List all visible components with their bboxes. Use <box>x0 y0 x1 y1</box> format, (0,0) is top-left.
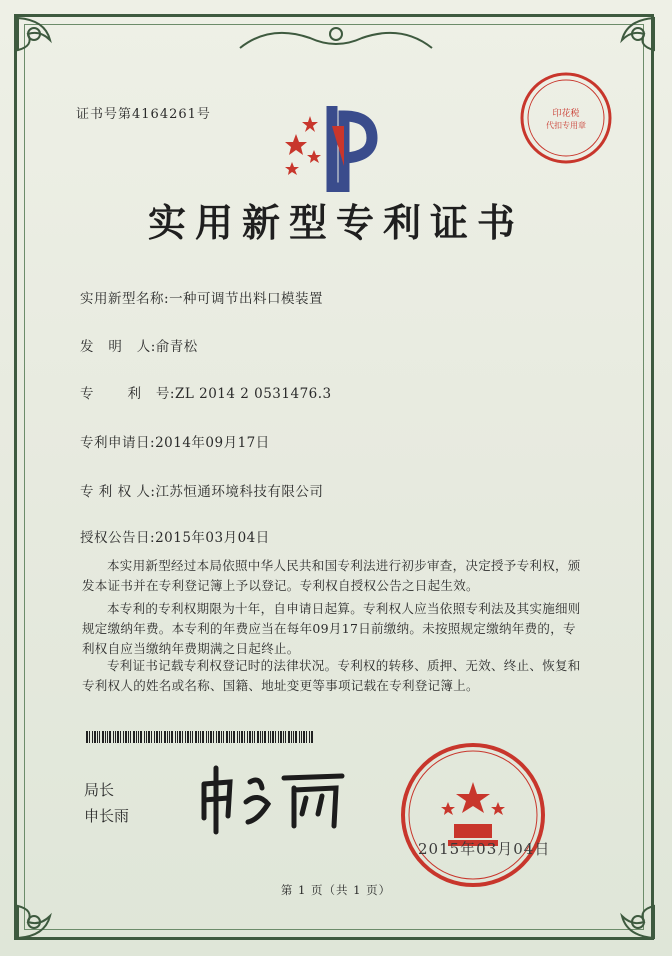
paragraph-line: 专利权人的姓名或名称、国籍、地址变更等事项记载在专利登记簿上。 <box>82 678 479 693</box>
field-filing-date <box>80 431 270 451</box>
page-number: 第 1 页（共 1 页） <box>280 883 392 897</box>
field-grant-date <box>80 526 270 546</box>
paragraph-line: 利权自应当缴纳年费期满之日起终止。 <box>82 641 300 656</box>
field-patentee <box>80 480 323 500</box>
barcode <box>86 731 316 743</box>
certificate-number: 证书号第4164261号 <box>76 107 211 122</box>
field-label: 实用新型名称: <box>80 291 170 307</box>
field-label: 专 利 权 人: <box>80 484 156 500</box>
top-ornament <box>230 20 442 56</box>
paragraph-line: 规定缴纳年费。本专利的年费应当在每年09月17日前缴纳。未按照规定缴纳年费的，专 <box>82 621 576 636</box>
svg-text:印花税: 印花税 <box>552 109 580 119</box>
field-value: ZL 2014 2 0531476.3 <box>174 386 332 402</box>
handwritten-signature <box>198 762 348 836</box>
field-label: 专 利 号: <box>80 386 175 402</box>
signatory-name: 申长雨 <box>84 807 130 825</box>
body-paragraph-1 <box>82 556 602 596</box>
certificate-title: 实用新型专利证书 <box>147 200 524 245</box>
field-label: 授权公告日: <box>80 530 156 546</box>
field-value: 江苏恒通环境科技有限公司 <box>155 484 324 500</box>
field-label: 专利申请日: <box>80 435 156 451</box>
paragraph-line: 专利证书记载专利权登记时的法律状况。专利权的转移、质押、无效、终止、恢复和 <box>107 658 581 673</box>
field-label: 发 明 人: <box>80 339 156 355</box>
svg-text:代扣专用章: 代扣专用章 <box>546 121 586 130</box>
field-value: 一种可调节出料口模装置 <box>169 291 324 307</box>
corner-ornament-top-left <box>10 10 80 80</box>
paragraph-line: 本实用新型经过本局依照中华人民共和国专利法进行初步审查，决定授予专利权，颁 <box>107 558 581 573</box>
field-inventor <box>80 335 198 355</box>
paragraph-line: 本专利的专利权期限为十年，自申请日起算。专利权人应当依照专利法及其实施细则 <box>107 601 581 616</box>
seal-date: 2015年03月04日 <box>418 840 551 858</box>
paragraph-line: 发本证书并在专利登记簿上予以登记。专利权自授权公告之日起生效。 <box>82 578 479 593</box>
field-patent-number <box>80 382 332 402</box>
field-value: 俞青松 <box>155 339 198 355</box>
signatory-role: 局长 <box>84 781 115 799</box>
field-value: 2015年03月04日 <box>155 530 270 546</box>
official-seal-stamp <box>398 740 551 890</box>
body-paragraph-2 <box>82 599 602 659</box>
tax-seal-stamp <box>518 70 614 166</box>
patent-office-logo-icon <box>282 96 392 192</box>
body-paragraph-3 <box>82 656 602 696</box>
field-utility-name <box>80 287 323 307</box>
field-value: 2014年09月17日 <box>155 435 270 451</box>
